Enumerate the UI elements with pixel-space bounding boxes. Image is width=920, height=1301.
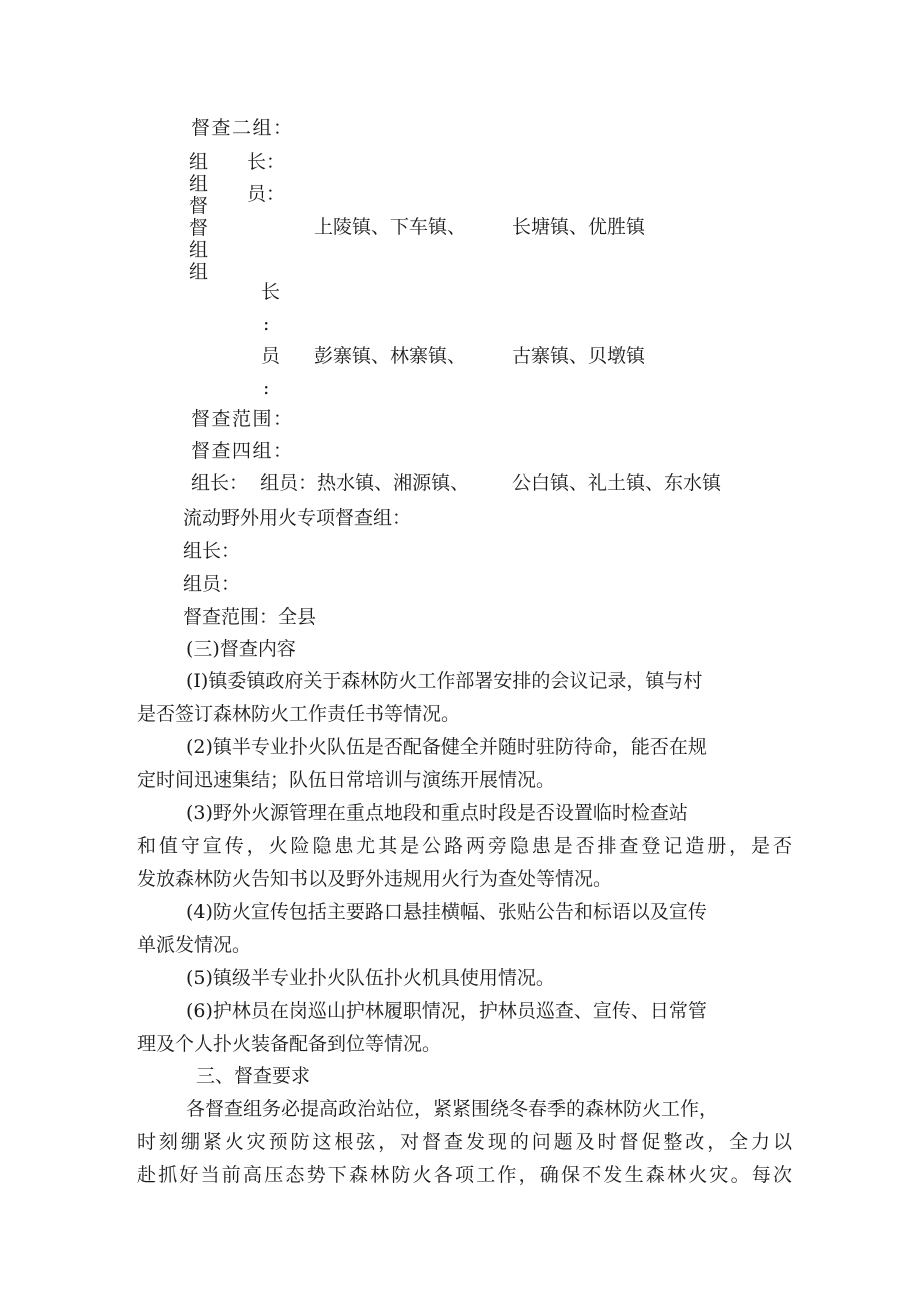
group2-leader-char1: 组 — [189, 151, 209, 173]
mobile-group-member: 组员： — [183, 573, 241, 595]
item1-line2: 是否签订森林防火工作责任书等情况。 — [137, 703, 461, 725]
group2-member-label: 员： — [247, 183, 286, 205]
item5-line1: (5)镇级半专业扑火队伍扑火机具使用情况。 — [186, 967, 555, 989]
content-heading: (三)督查内容 — [186, 638, 296, 660]
mobile-group-scope: 督查范围：全县 — [183, 606, 317, 628]
group2-towns-b: 长塘镇、优胜镇 — [512, 216, 646, 238]
requirements-heading: 三、督查要求 — [196, 1065, 311, 1087]
left-col-char-1: 督 — [189, 195, 209, 217]
group4-title: 督查四组： — [191, 440, 294, 462]
group3-leader-char: 长 — [261, 281, 281, 303]
mobile-group-leader: 组长： — [183, 540, 241, 562]
group2-towns-a: 上陵镇、下车镇、 — [314, 216, 467, 238]
item3-line1: (3)野外火源管理在重点地段和重点时段是否设置临时检查站 — [186, 802, 688, 824]
group3-scope-label: 督查范围： — [191, 408, 294, 430]
group3-member-colon: : — [263, 377, 270, 399]
group2-member-char1: 组 — [189, 173, 209, 195]
group3-leader-colon: : — [263, 313, 270, 335]
group2-title: 督查二组： — [191, 117, 294, 139]
group4-line-b: 公白镇、礼土镇、东水镇 — [512, 472, 722, 494]
item2-line2: 定时间迅速集结；队伍日常培训与演练开展情况。 — [137, 769, 556, 791]
item2-line1: (2)镇半专业扑火队伍是否配备健全并随时驻防待命，能否在规 — [186, 736, 707, 758]
item6-line1: (6)护林员在岗巡山护林履职情况，护林员巡查、宣传、日常管 — [186, 1000, 707, 1022]
item1-line1: (I)镇委镇政府关于森林防火工作部署安排的会议记录，镇与村 — [186, 670, 703, 692]
item4-line2: 单派发情况。 — [137, 934, 252, 956]
left-col-char-3: 组 — [189, 239, 209, 261]
item6-line2: 理及个人扑火装备配备到位等情况。 — [137, 1033, 442, 1055]
item4-line1: (4)防火宣传包括主要路口悬挂横幅、张贴公告和标语以及宣传 — [186, 901, 707, 923]
group3-towns-b: 古寨镇、贝墩镇 — [512, 345, 646, 367]
group3-member-char: 员 — [261, 345, 281, 367]
group2-leader-label: 长： — [247, 151, 286, 173]
group4-line: 组长： 组员：热水镇、湘源镇、 — [191, 472, 470, 494]
requirements-p1-line2: 时刻绷紧火灾预防这根弦，对督查发现的问题及时督促整改，全力以 — [137, 1131, 792, 1153]
left-col-char-2: 督 — [189, 217, 209, 239]
item3-line2: 和值守宣传，火险隐患尤其是公路两旁隐患是否排查登记造册，是否 — [137, 835, 792, 857]
item3-line3: 发放森林防火告知书以及野外违规用火行为查处等情况。 — [137, 868, 613, 890]
requirements-p1-line3: 赴抓好当前高压态势下森林防火各项工作，确保不发生森林火灾。每次 — [137, 1164, 792, 1186]
mobile-group-title: 流动野外用火专项督查组： — [183, 507, 412, 529]
requirements-p1-line1: 各督查组务必提高政治站位，紧紧围绕冬春季的森林防火工作， — [186, 1098, 719, 1120]
group3-towns-a: 彭寨镇、林寨镇、 — [314, 345, 467, 367]
left-col-char-4: 组 — [189, 261, 209, 283]
